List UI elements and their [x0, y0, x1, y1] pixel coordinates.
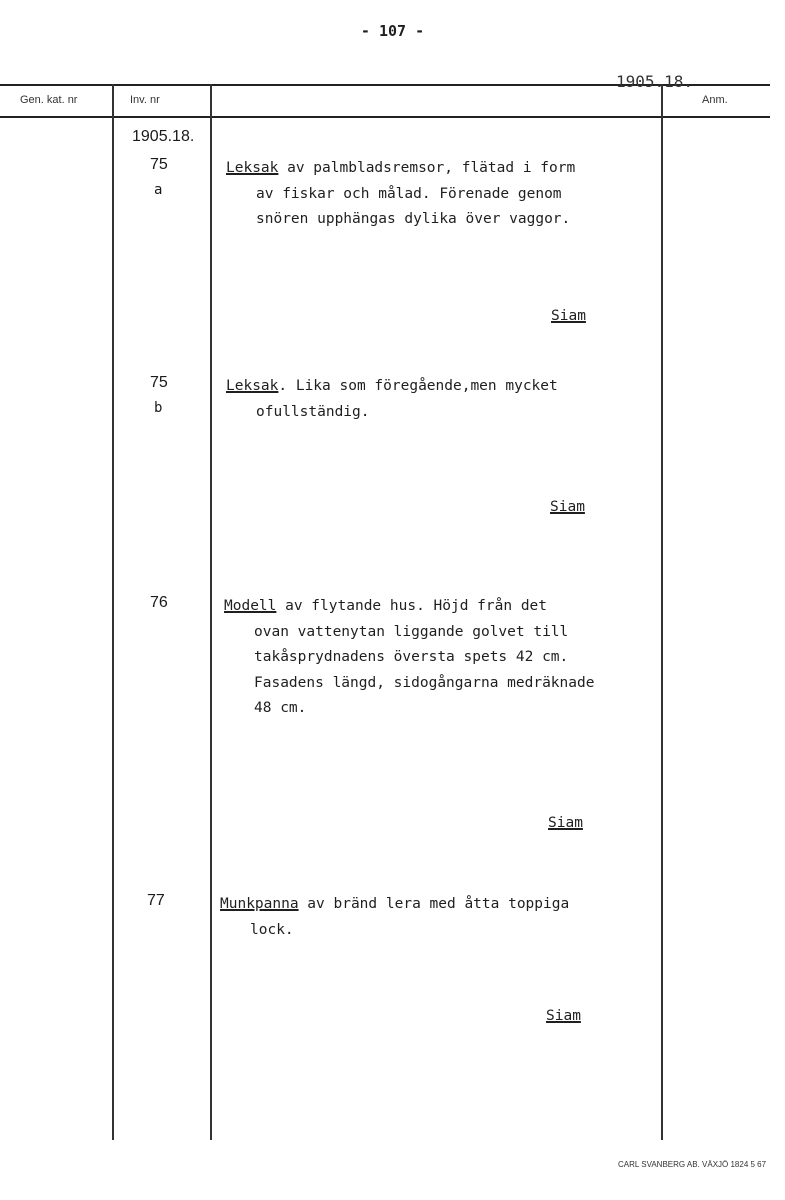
entry-line: av fiskar och målad. Förenade genom — [256, 185, 562, 202]
header-reference-number: 1905.18. — [616, 72, 694, 91]
origin-label: Siam — [550, 499, 585, 515]
column-header-anm: Anm. — [702, 94, 728, 106]
inv-number: 77 — [147, 892, 165, 909]
page-number: - 107 - — [360, 22, 425, 40]
column-divider-gen-inv — [112, 84, 114, 1140]
block-reference: 1905.18. — [132, 128, 195, 145]
entry-line: Fasadens längd, sidogångarna medräknade — [254, 674, 595, 691]
entry-term: Leksak — [226, 378, 279, 394]
printer-mark: CARL SVANBERG AB. VÄXJÖ 1824 5 67 — [618, 1160, 767, 1169]
entry-description — [224, 594, 694, 722]
entry-term: Munkpanna — [220, 896, 299, 912]
entry-line: ovan vattenytan liggande golvet till — [254, 623, 569, 640]
entry-line: ofullständig. — [256, 403, 370, 420]
entry-line: av flytande hus. Höjd från det — [276, 598, 548, 614]
entry-line: av palmbladsremsor, flätad i form — [278, 160, 576, 176]
column-header-gen-kat-nr: Gen. kat. nr — [20, 94, 78, 106]
inv-suffix: b — [154, 400, 163, 416]
origin-label: Siam — [548, 815, 583, 831]
inv-number: 75 — [150, 156, 168, 173]
entry-term: Modell — [224, 598, 277, 614]
entry-description — [226, 374, 696, 425]
entry-description — [226, 156, 696, 233]
entry-line: takåsprydnadens översta spets 42 cm. — [254, 649, 569, 665]
inv-number: 76 — [150, 594, 168, 611]
origin-label: Siam — [546, 1008, 581, 1024]
origin-label: Siam — [551, 308, 586, 324]
entry-line: . Lika som föregående,men mycket — [278, 378, 558, 394]
entry-line: av bränd lera med åtta toppiga — [298, 896, 570, 912]
entry-line: lock. — [250, 921, 294, 938]
inv-number: 75 — [150, 374, 168, 391]
header-bottom-rule — [0, 116, 770, 118]
entry-term: Leksak — [226, 160, 279, 176]
column-header-inv-nr: Inv. nr — [130, 94, 160, 106]
entry-line: snören upphängas dylika över vaggor. — [256, 211, 571, 227]
inv-suffix: a — [154, 182, 163, 198]
entry-description — [220, 892, 690, 943]
column-divider-inv-text — [210, 84, 212, 1140]
entry-line: 48 cm. — [254, 700, 307, 716]
